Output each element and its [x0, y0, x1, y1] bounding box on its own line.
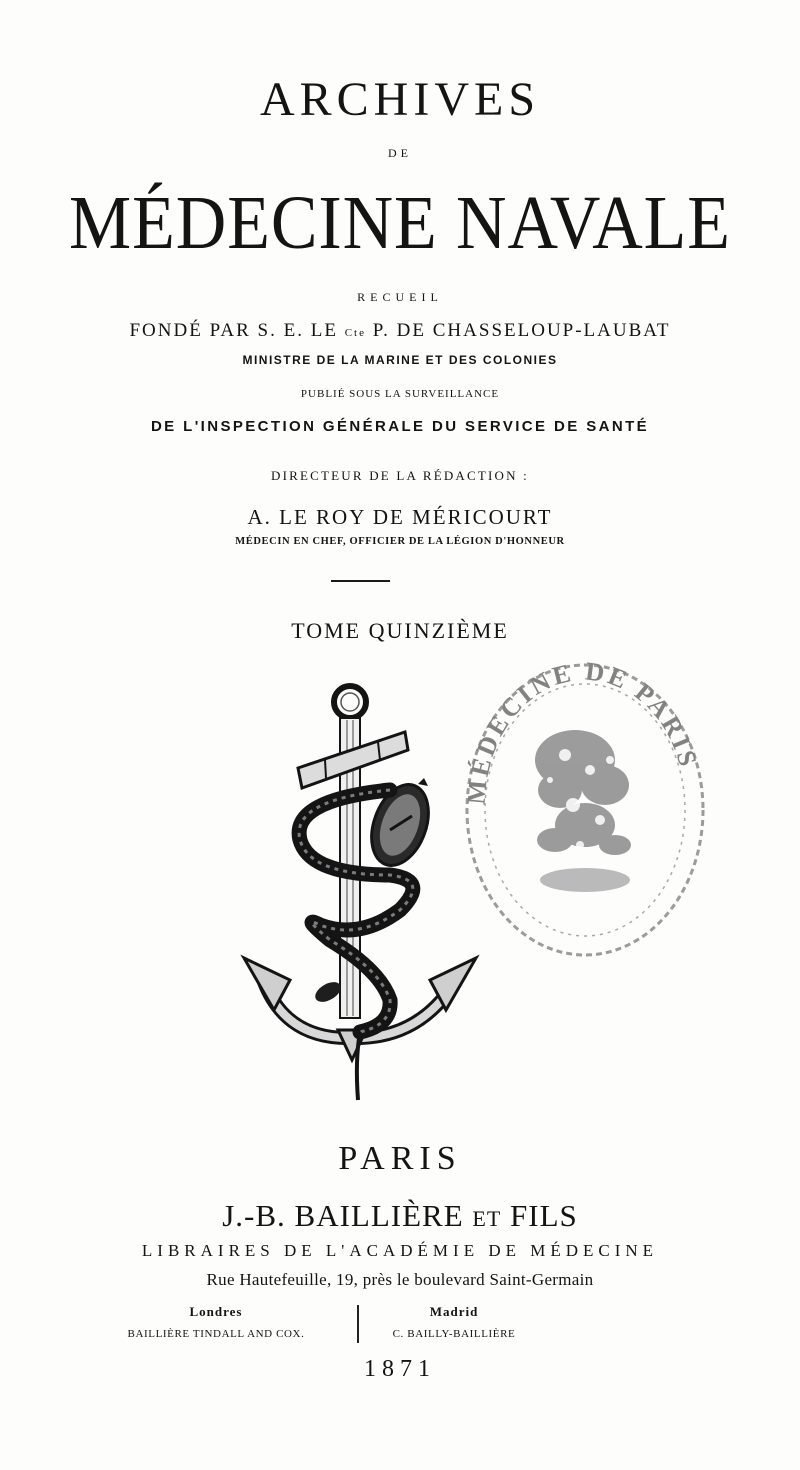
- editor-title: MÉDECIN EN CHEF, OFFICIER DE LA LÉGION D'HONNEUR: [235, 536, 565, 547]
- founded-by-abbrev: Cte: [344, 327, 366, 339]
- publisher-role: LIBRAIRES DE L'ACADÉMIE DE MÉDECINE: [141, 1241, 659, 1260]
- editor-label: DIRECTEUR DE LA RÉDACTION :: [271, 468, 529, 483]
- library-stamp-icon: [445, 640, 715, 970]
- publisher-address: Rue Hautefeuille, 19, près le boulevard Saint-Germain: [206, 1270, 594, 1289]
- branch-agent-madrid: C. BAILLY-BAILLIÈRE: [392, 1328, 516, 1340]
- founded-by-line: [0, 320, 800, 342]
- publisher-name-a: J.-B. BAILLIÈRE: [222, 1198, 473, 1233]
- inspection-line: DE L'INSPECTION GÉNÉRALE DU SERVICE DE SANTÉ: [150, 418, 650, 435]
- founded-by-prefix: FONDÉ PAR S. E. LE: [129, 320, 345, 341]
- imprint-city: PARIS: [338, 1140, 462, 1177]
- publisher-name-b: FILS: [501, 1198, 578, 1233]
- published-under: PUBLIÉ SOUS LA SURVEILLANCE: [300, 388, 500, 400]
- branch-agent-london: BAILLIÈRE TINDALL AND COX.: [127, 1328, 305, 1340]
- recueil-label: RECUEIL: [357, 290, 443, 304]
- divider-rule: [331, 580, 390, 582]
- branch-city-madrid: Madrid: [429, 1304, 479, 1319]
- anchor-emblem-icon: [240, 680, 480, 1110]
- volume-label: TOME QUINZIÈME: [291, 618, 509, 643]
- founded-by-name: P. DE CHASSELOUP-LAUBAT: [365, 320, 671, 341]
- publisher-et: ET: [472, 1206, 502, 1231]
- stamp-text: MÉDECINE DE PARIS: [461, 656, 704, 806]
- publisher-name: [0, 1198, 800, 1234]
- journal-title: MÉDECINE NAVALE: [69, 181, 731, 265]
- header-archives: ARCHIVES: [259, 73, 541, 126]
- branch-city-london: Londres: [189, 1304, 243, 1319]
- publication-year: 1871: [364, 1356, 436, 1382]
- editor-name: A. LE ROY DE MÉRICOURT: [247, 505, 553, 529]
- founder-title: MINISTRE DE LA MARINE ET DES COLONIES: [242, 353, 558, 367]
- connector-de: DE: [388, 146, 412, 160]
